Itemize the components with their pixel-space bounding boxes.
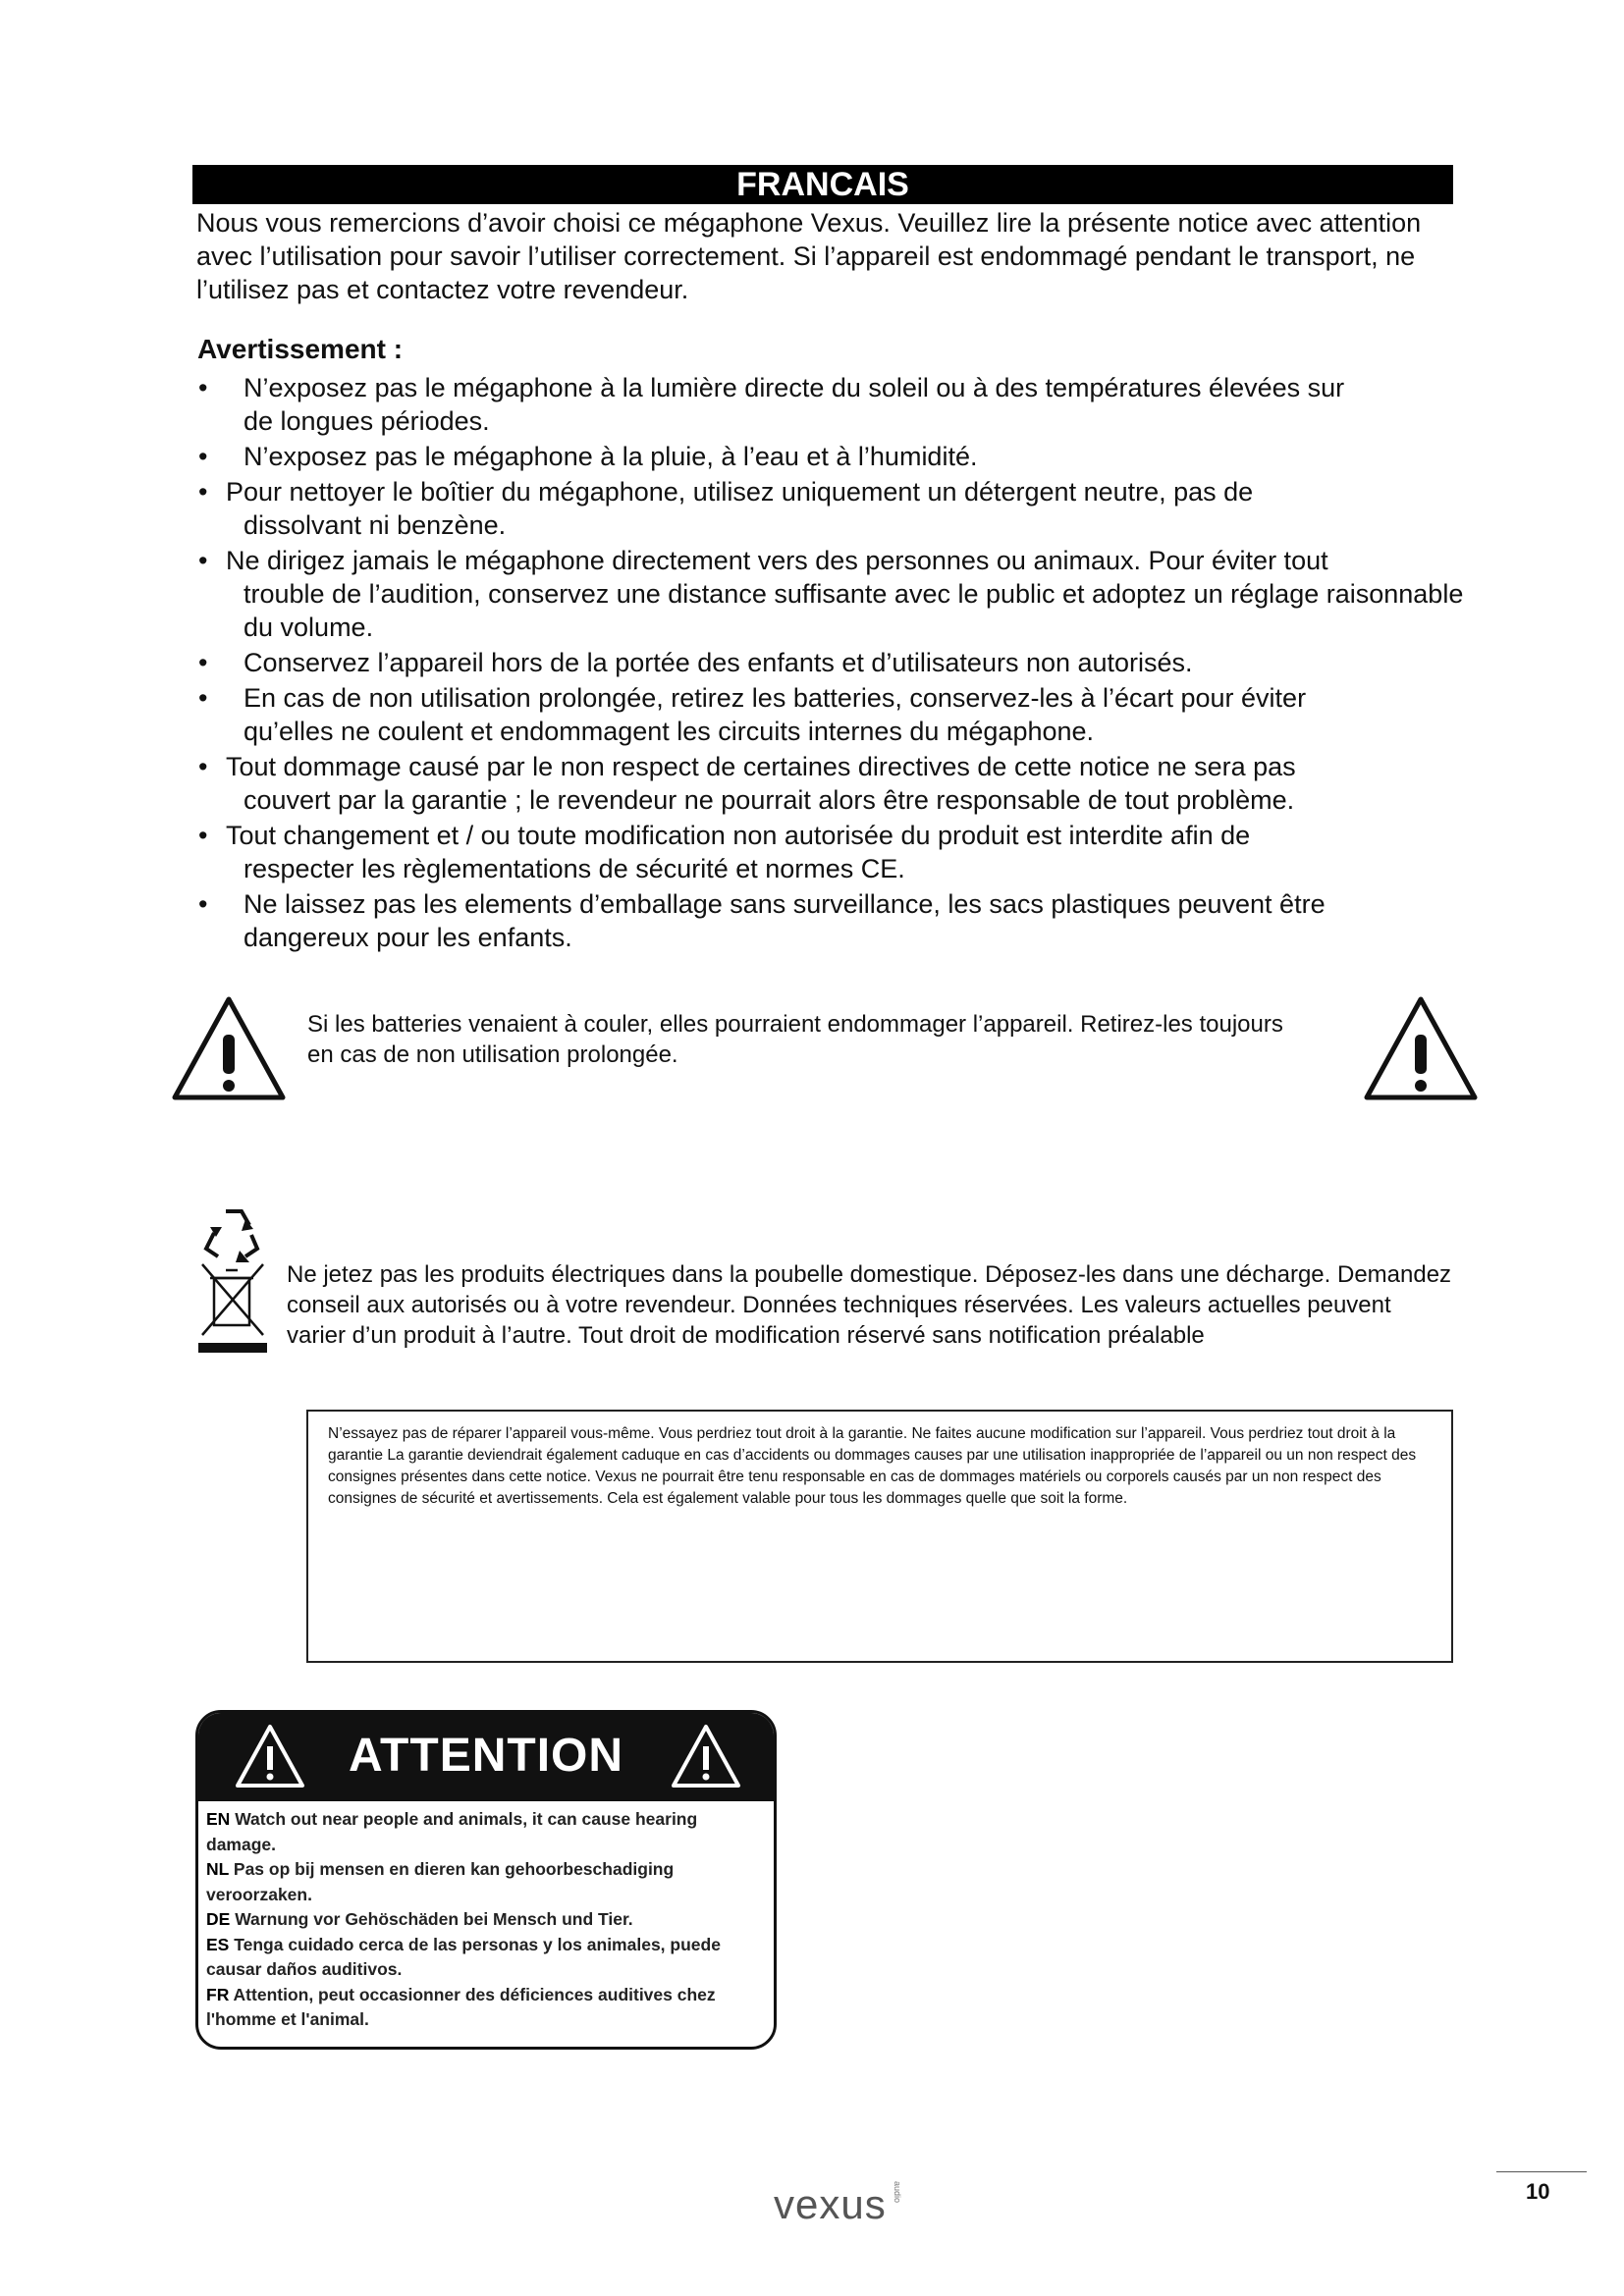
list-item: • Tout dommage causé par le non respect de certaines directives de cette notice ne sera pas couvert par la garantie ; le revendeur ne pourrait alors être responsable de tout problème. bbox=[198, 752, 1296, 815]
attention-title: ATTENTION bbox=[348, 1730, 624, 1782]
warning-triangle-icon bbox=[169, 993, 289, 1103]
disposal-notice: Ne jetez pas les produits électriques dans la poubelle domestique. Déposez-les dans une décharge. Demandez conseil aux autorisés ou à votre revendeur. Données techniques réservées. Les valeurs actuelles peuvent varier d’un produit à l’autre. Tout droit de modification réservé sans notification préalable bbox=[287, 1261, 1452, 1349]
list-item: • Ne laissez pas les elements d’emballage sans surveillance, les sacs plastiques peuvent être dangereux pour les enfants. bbox=[198, 889, 1326, 952]
warranty-notice-box bbox=[306, 1410, 1453, 1663]
section-title: FRANCAIS bbox=[192, 165, 1453, 204]
attention-line-nl: NL Pas op bij mensen en dieren kan gehoorbeschadiging veroorzaken. bbox=[206, 1859, 675, 1904]
list-item: • Pour nettoyer le boîtier du mégaphone, utilisez uniquement un détergent neutre, pas de dissolvant ni benzène. bbox=[198, 477, 1254, 540]
footer-rule bbox=[1496, 2171, 1587, 2172]
warranty-notice: N’essayez pas de réparer l’appareil vous-même. Vous perdriez tout droit à la garantie. Ne faites aucune modification sur l’appareil. Vous perdriez tout droit à la garantie La garantie deviendrait également caduque en cas d’accidents ou dommages causes par une utilisation inappropriée de l’appareil ou un non respect des consignes présentes dans cette notice. Vexus ne pourrait être tenu responsable en cas de dommages matériels ou corporels causés par un non respect des consignes de sécurité et avertissements. Cela est également valable pour tous les dommages quelle que soit la forme. bbox=[328, 1425, 1417, 1507]
recycle-weee-icon bbox=[196, 1205, 271, 1362]
list-item: • N’exposez pas le mégaphone à la lumière directe du soleil ou à des températures élevées sur de longues périodes. bbox=[198, 373, 1345, 436]
list-item: • N’exposez pas le mégaphone à la pluie, à l’eau et à l’humidité. bbox=[198, 442, 978, 471]
attention-line-de: DE Warnung vor Gehöschäden bei Mensch und Tier. bbox=[206, 1909, 633, 1929]
attention-header bbox=[198, 1713, 774, 1801]
list-item: • Tout changement et / ou toute modification non autorisée du produit est interdite afin de respecter les règlementations de sécurité et normes CE. bbox=[198, 821, 1251, 883]
attention-line-es: ES Tenga cuidado cerca de las personas y los animales, puede causar daños auditivos. bbox=[206, 1934, 721, 1979]
vexus-logo bbox=[774, 2181, 902, 2228]
list-item: • Ne dirigez jamais le mégaphone directement vers des personnes ou animaux. Pour éviter tout trouble de l’audition, conservez une distance suffisante avec le public et adoptez un réglage raisonnable du volume. bbox=[198, 546, 1464, 642]
intro-paragraph: Nous vous remercions d’avoir choisi ce mégaphone Vexus. Veuillez lire la présente notice avec attention avec l’utilisation pour savoir l’utiliser correctement. Si l’appareil est endommagé pendant le transport, ne l’utilisez pas et contactez votre revendeur. bbox=[196, 208, 1422, 304]
warning-triangle-icon bbox=[670, 1723, 742, 1789]
brand-name: vexus bbox=[774, 2181, 887, 2227]
warning-triangle-icon bbox=[1361, 993, 1481, 1103]
attention-body bbox=[198, 1801, 774, 2033]
list-item: • Conservez l’appareil hors de la portée des enfants et d’utilisateurs non autorisés. bbox=[198, 648, 1193, 677]
attention-label bbox=[195, 1710, 777, 2050]
warning-list bbox=[192, 371, 1469, 956]
attention-line-en: EN Watch out near people and animals, it can cause hearing damage. bbox=[206, 1809, 698, 1854]
battery-notice: Si les batteries venaient à couler, elles pourraient endommager l’appareil. Retirez-les toujours en cas de non utilisation prolongée. bbox=[307, 1011, 1283, 1068]
brand-sub: audio bbox=[893, 2181, 903, 2204]
warning-title: Avertissement : bbox=[197, 334, 404, 364]
list-item: • En cas de non utilisation prolongée, retirez les batteries, conservez-les à l’écart pour éviter qu’elles ne coulent et endommagent les circuits internes du mégaphone. bbox=[198, 683, 1307, 746]
attention-line-fr: FR Attention, peut occasionner des déficiences auditives chez l'homme et l'animal. bbox=[206, 1984, 716, 2029]
page-number: 10 bbox=[1526, 2179, 1550, 2204]
